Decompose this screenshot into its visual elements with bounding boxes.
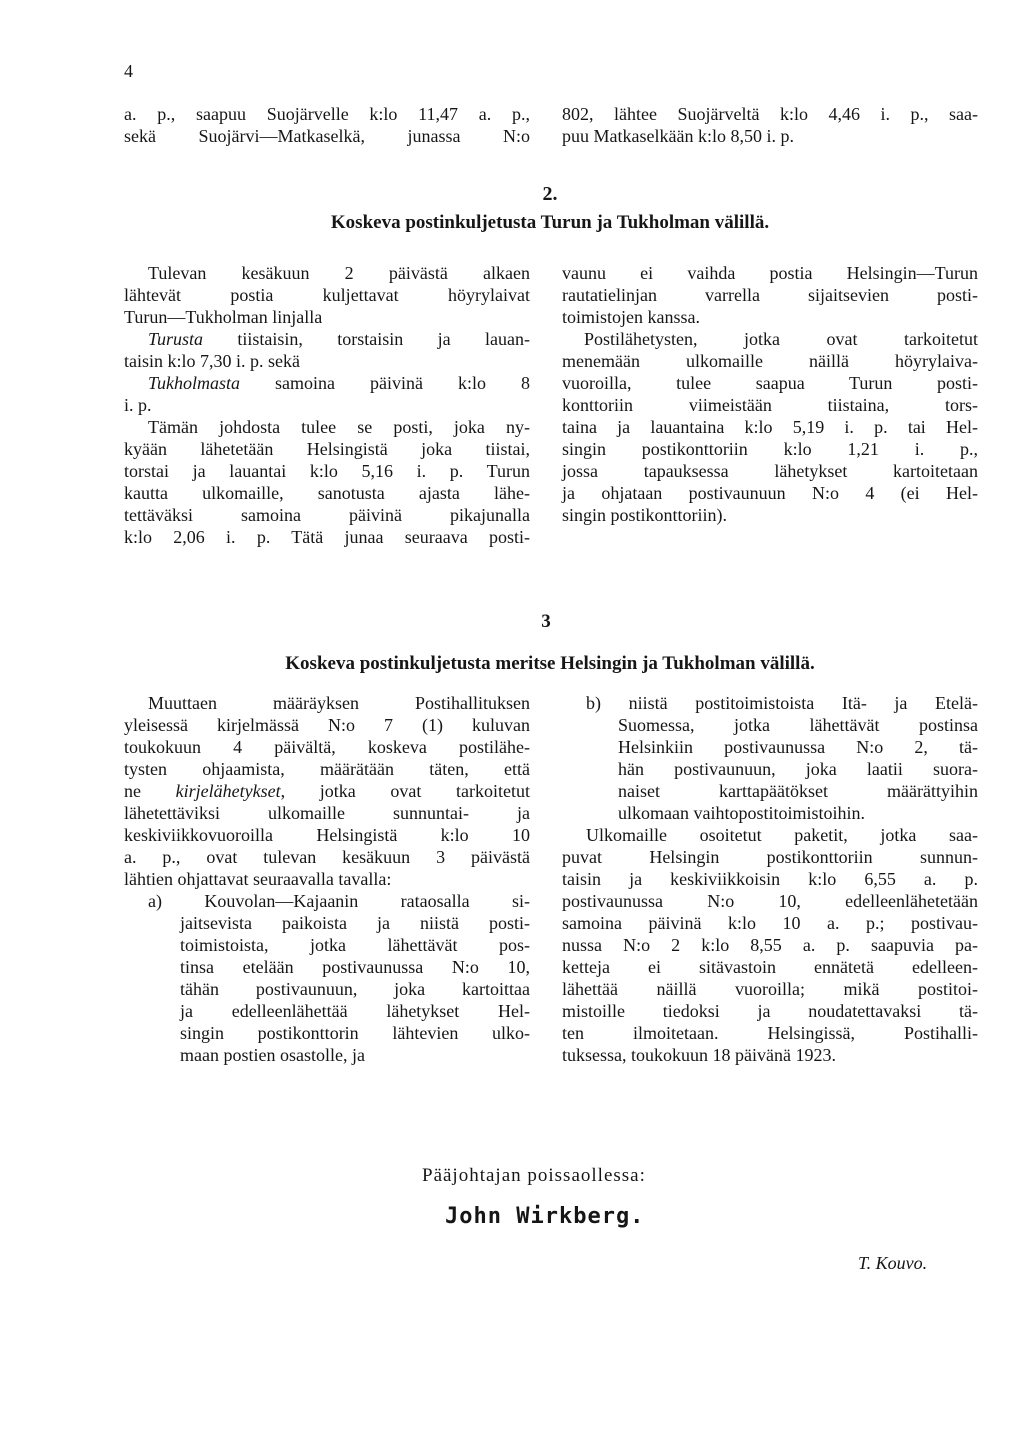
text-line: singin postikonttorin lähtevien ulko- bbox=[180, 1023, 530, 1043]
text-line: k:lo 2,06 i. p. Tätä junaa seuraava posti- bbox=[124, 527, 530, 547]
text-line: a) Kouvolan—Kajaanin rataosalla si- bbox=[148, 891, 530, 911]
text-line: puvat Helsingin postikonttoriin sunnun- bbox=[562, 847, 978, 867]
text-line: ketteja ei sitävastoin ennätetä edelleen- bbox=[562, 957, 978, 977]
text-line: ja edelleenlähettää lähetykset Hel- bbox=[180, 1001, 530, 1021]
deputy-label: Pääjohtajan poissaollessa: bbox=[422, 1165, 646, 1186]
signatory-name: John Wirkberg. bbox=[445, 1204, 645, 1229]
top-continuation-left bbox=[124, 103, 530, 147]
text-line: samoina päivinä k:lo 10 a. p.; postivau- bbox=[562, 913, 978, 933]
text-line: tettäväksi samoina päivinä pikajunalla bbox=[124, 505, 530, 525]
text-line: nussa N:o 2 k:lo 8,55 a. p. saapuvia pa- bbox=[562, 935, 978, 955]
text-line: taisin ja keskiviikkoisin k:lo 6,55 a. p. bbox=[562, 869, 978, 889]
text-line: lähetettäviksi ulkomaille sunnuntai- ja bbox=[124, 803, 530, 823]
text-line: Turun—Tukholman linjalla bbox=[124, 307, 323, 327]
text-line: Suomessa, jotka lähettävät postinsa bbox=[618, 715, 978, 735]
text-line: i. p. bbox=[124, 395, 152, 415]
page-number: 4 bbox=[124, 61, 133, 81]
text-line: postivaunussa N:o 10, edelleenlähetetään bbox=[562, 891, 978, 911]
text-line: tähän postivaunuun, joka kartoittaa bbox=[180, 979, 530, 999]
section-3-left-column bbox=[124, 692, 530, 1066]
text-line: lähtevät postia kuljettavat höyrylaivat bbox=[124, 285, 530, 305]
text-line: keskiviikkovuoroilla Helsingistä k:lo 10 bbox=[124, 825, 530, 845]
section-3-number: 3 bbox=[541, 611, 551, 632]
text-line: sekä Suojärvi—Matkaselkä, junassa N:o bbox=[124, 126, 530, 146]
text-line: Tukholmasta samoina päivinä k:lo 8 bbox=[148, 373, 530, 393]
text-line: tuksessa, toukokuun 18 päivänä 1923. bbox=[562, 1045, 836, 1065]
text-line: toimistojen kanssa. bbox=[562, 307, 700, 327]
section-2-left-column bbox=[124, 262, 530, 548]
text-line: ulkomaan vaihtopostitoimistoihin. bbox=[618, 803, 865, 823]
section-3-right-column bbox=[562, 692, 978, 1066]
text-line: Helsinkiin postivaunussa N:o 2, tä- bbox=[618, 737, 978, 757]
text-line: Muuttaen määräyksen Postihallituksen bbox=[148, 693, 530, 713]
text-line: ja ohjataan postivaunuun N:o 4 (ei Hel- bbox=[562, 483, 978, 503]
text-line: rautatielinjan varrella sijaitsevien posti- bbox=[562, 285, 978, 305]
text-line: singin postikonttoriin). bbox=[562, 505, 728, 525]
text-line: vuoroilla, tulee saapua Turun posti- bbox=[562, 373, 978, 393]
text-line: jaitsevista paikoista ja niistä posti- bbox=[180, 913, 530, 933]
text-line: hän postivaunuun, joka laatii suora- bbox=[618, 759, 978, 779]
text-line: singin postikonttoriin k:lo 1,21 i. p., bbox=[562, 439, 978, 459]
text-line: Tämän johdosta tulee se posti, joka ny- bbox=[148, 417, 530, 437]
text-line: kautta ulkomaille, sanotusta ajasta lähe- bbox=[124, 483, 530, 503]
text-line: kyään lähetetään Helsingistä joka tiistai, bbox=[124, 439, 530, 459]
text-line: lähtien ohjattavat seuraavalla tavalla: bbox=[124, 869, 392, 889]
text-line: yleisessä kirjelmässä N:o 7 (1) kuluvan bbox=[124, 715, 530, 735]
text-line: maan postien osastolle, ja bbox=[180, 1045, 365, 1065]
text-line: Postilähetysten, jotka ovat tarkoitetut bbox=[584, 329, 978, 349]
section-2-title: Koskeva postinkuljetusta Turun ja Tukholman välillä. bbox=[330, 212, 770, 233]
text-line: puu Matkaselkään k:lo 8,50 i. p. bbox=[562, 126, 794, 146]
text-line: Tulevan kesäkuun 2 päivästä alkaen bbox=[148, 263, 530, 283]
text-line: toimistoista, jotka lähettävät pos- bbox=[180, 935, 530, 955]
text-line: 802, lähtee Suojärveltä k:lo 4,46 i. p., saa- bbox=[562, 104, 978, 124]
text-line: toukokuun 4 päivältä, koskeva postilähe- bbox=[124, 737, 530, 757]
text-line: tinsa etelään postivaunussa N:o 10, bbox=[180, 957, 530, 977]
section-2-number: 2. bbox=[542, 183, 558, 205]
text-line: ne kirjelähetykset, jotka ovat tarkoitetut bbox=[124, 781, 530, 801]
text-line: ten ilmoitetaan. Helsingissä, Postihalli- bbox=[562, 1023, 978, 1043]
text-line: a. p., ovat tulevan kesäkuun 3 päivästä bbox=[124, 847, 530, 867]
secretary-initials: T. Kouvo. bbox=[858, 1253, 928, 1273]
text-line: lähettää näillä vuoroilla; mikä postitoi- bbox=[562, 979, 978, 999]
text-line: torstai ja lauantai k:lo 5,16 i. p. Turun bbox=[124, 461, 530, 481]
text-line: mistoille tiedoksi ja noudatettavaksi tä- bbox=[562, 1001, 978, 1021]
text-line: a. p., saapuu Suojärvelle k:lo 11,47 a. p., bbox=[124, 104, 530, 124]
section-2-right-column bbox=[562, 262, 978, 526]
text-line: naiset karttapäätökset määrättyihin bbox=[618, 781, 978, 801]
text-line: konttoriin viimeistään tiistaina, tors- bbox=[562, 395, 978, 415]
text-line: Turusta tiistaisin, torstaisin ja lauan- bbox=[148, 329, 530, 349]
text-line: tysten ohjaamista, määrätään täten, että bbox=[124, 759, 530, 779]
text-line: taina ja lauantaina k:lo 5,19 i. p. tai Hel- bbox=[562, 417, 978, 437]
text-line: taisin k:lo 7,30 i. p. sekä bbox=[124, 351, 300, 371]
text-line: Ulkomaille osoitetut paketit, jotka saa- bbox=[586, 825, 978, 845]
text-line: jossa tapauksessa lähetykset kartoitetaan bbox=[562, 461, 978, 481]
text-line: menemään ulkomaille näillä höyrylaiva- bbox=[562, 351, 978, 371]
section-3-title: Koskeva postinkuljetusta meritse Helsingin ja Tukholman välillä. bbox=[285, 653, 815, 674]
text-line: b) niistä postitoimistoista Itä- ja Etelä- bbox=[586, 693, 978, 713]
top-continuation-right bbox=[562, 103, 978, 147]
text-line: vaunu ei vaihda postia Helsingin—Turun bbox=[562, 263, 978, 283]
